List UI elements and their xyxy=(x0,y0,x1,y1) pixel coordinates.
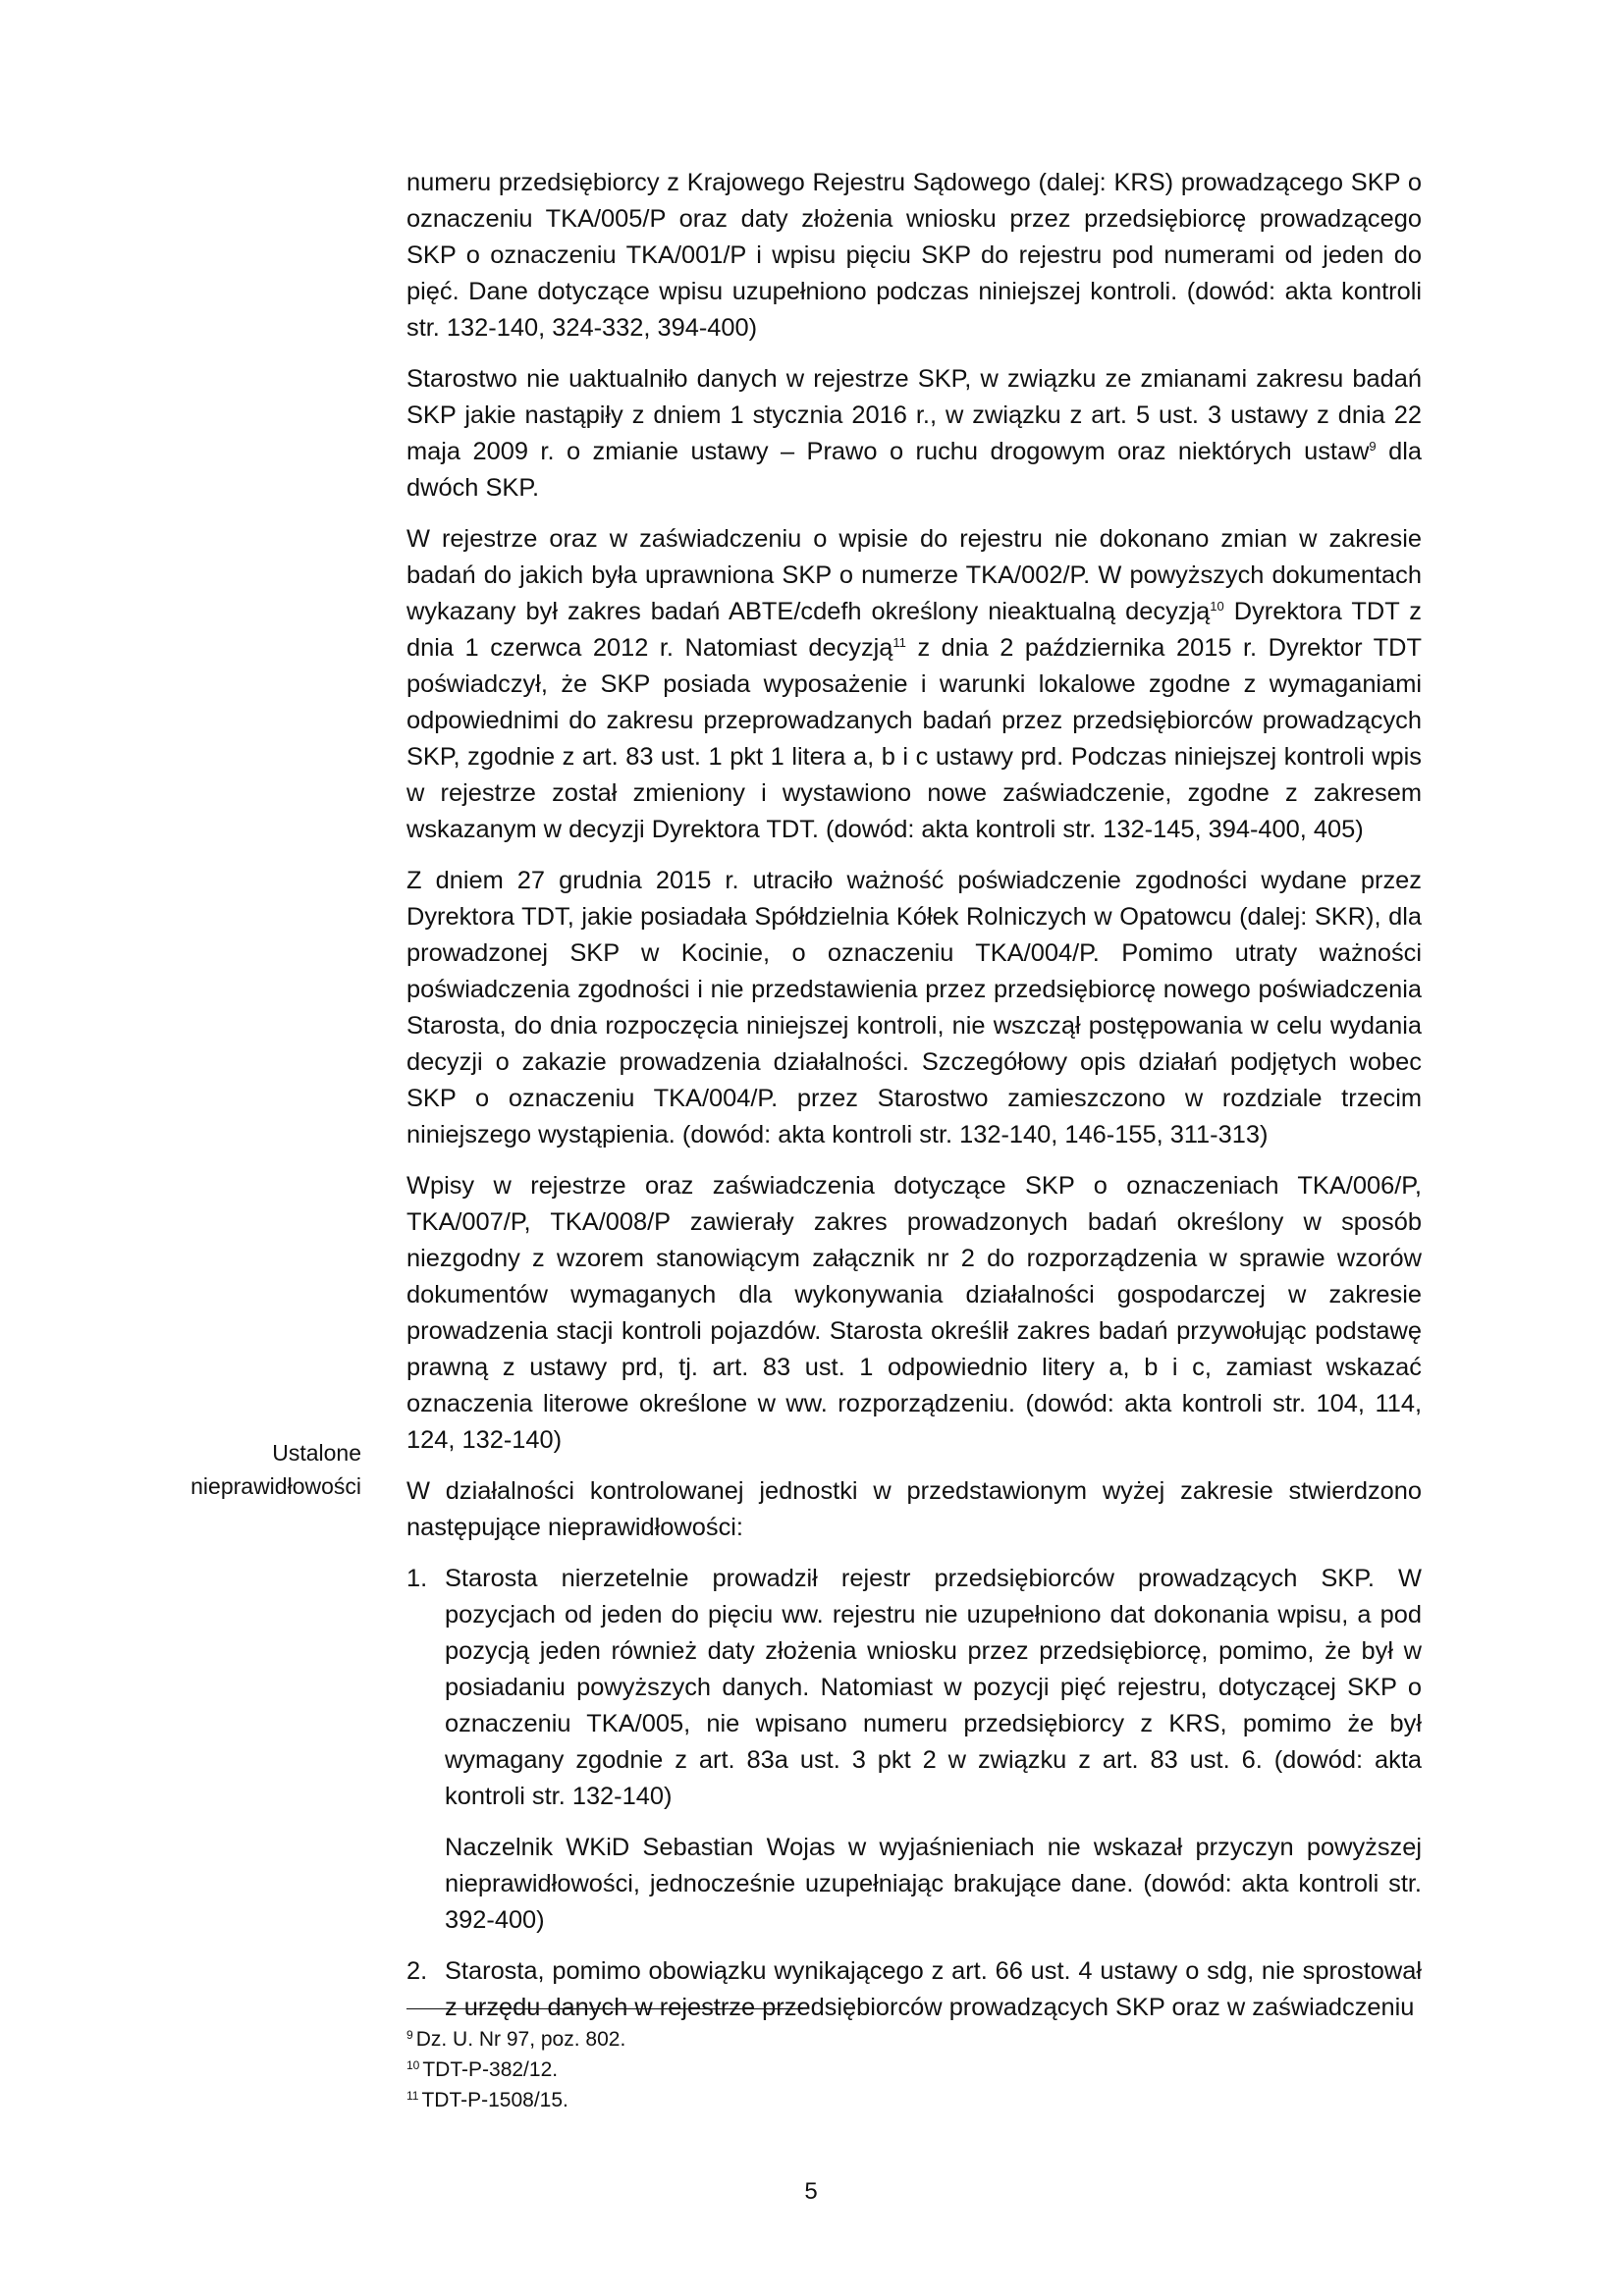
footnote-ref[interactable]: 9 xyxy=(1369,439,1377,454)
paragraph-text: dla dwóch SKP. xyxy=(406,438,1422,502)
footnote-text: TDT-P-1508/15. xyxy=(421,2089,568,2111)
paragraph-text: z dnia 2 października 2015 r. Dyrektor TDT poświadczył, że SKP posiada wyposażenie i warunki lokalowe zgodne z wymaganiami odpowiednimi do zakresu przeprowadzanych badań przez przedsiębiorców prowadzących SKP, zgodnie z art. 83 ust. 1 pkt 1 litera a, b i c ustawy prd. Podczas niniejszej kontroli wpis w rejestrze został zmieniony i wystawiono nowe zaświadczenie, zgodne z zakresem wskazanym w decyzji Dyrektora TDT. (dowód: akta kontroli str. 132-145, 394-400, 405) xyxy=(406,634,1422,843)
list-item xyxy=(406,1953,1422,2026)
footnote xyxy=(406,2055,1388,2085)
main-text xyxy=(406,165,1422,2041)
paragraph: Wpisy w rejestrze oraz zaświadczenia dotyczące SKP o oznaczeniach TKA/006/P, TKA/007/P, TKA/008/P zawierały zakres prowadzonych badań określony w sposób niezgodny z wzorem stanowiącym załącznik nr 2 do rozporządzenia w sprawie wzorów dokumentów wymaganych dla wykonywania działalności gospodarczej w zakresie prowadzenia stacji kontroli pojazdów. Starosta określił zakres badań przywołując podstawę prawną z ustawy prd, tj. art. 83 ust. 1 odpowiednio litery a, b i c, zamiast wskazać oznaczenia literowe określone w ww. rozporządzeniu. (dowód: akta kontroli str. 104, 114, 124, 132-140) xyxy=(406,1172,1422,1454)
paragraph-text: Starostwo nie uaktualniło danych w rejestrze SKP, w związku ze zmianami zakresu badań SKP jakie nastąpiły z dniem 1 stycznia 2016 r., w związku z art. 5 ust. 3 ustawy z dnia 22 maja 2009 r. o zmianie ustawy – Prawo o ruchu drogowym oraz niektórych ustaw xyxy=(406,365,1422,465)
paragraph: Z dniem 27 grudnia 2015 r. utraciło ważność poświadczenie zgodności wydane przez Dyrektora TDT, jakie posiadała Spółdzielnia Kółek Rolniczych w Opatowcu (dalej: SKR), dla prowadzonej SKP w Kocinie, o oznaczeniu TKA/004/P. Pomimo utraty ważności poświadczenia zgodności i nie przedstawienia przez przedsiębiorcę nowego poświadczenia Starosta, do dnia rozpoczęcia niniejszej kontroli, nie wszczął postępowania w celu wydania decyzji o zakazie prowadzenia działalności. Szczegółowy opis działań podjętych wobec SKP o oznaczeniu TKA/004/P. przez Starostwo zamieszczono w rozdziale trzecim niniejszego wystąpienia. (dowód: akta kontroli str. 132-140, 146-155, 311-313) xyxy=(406,867,1422,1148)
list-item-note: Naczelnik WKiD Sebastian Wojas w wyjaśnieniach nie wskazał przyczyn powyższej nieprawidłowości, jednocześnie uzupełniając brakujące dane. (dowód: akta kontroli str. 392-400) xyxy=(445,1834,1422,1934)
page-number: 5 xyxy=(804,2178,818,2205)
footnotes xyxy=(406,2024,1388,2115)
footnote-mark: 9 xyxy=(406,2028,413,2042)
footnote-ref[interactable]: 11 xyxy=(892,635,906,650)
paragraph-text: W rejestrze oraz w zaświadczeniu o wpisie do rejestru nie dokonano zmian w zakresie badań do jakich była uprawniona SKP o numerze TKA/002/P. W powyższych dokumentach wykazany był zakres badań ABTE/cdefh określony nieaktualną decyzją xyxy=(406,525,1422,625)
footnote-mark: 11 xyxy=(406,2089,419,2103)
footnote-text: Dz. U. Nr 97, poz. 802. xyxy=(415,2028,626,2051)
findings-list xyxy=(406,1561,1422,2026)
list-item-number: 1. xyxy=(406,1565,428,1592)
footnote-ref[interactable]: 10 xyxy=(1210,599,1224,614)
paragraph-text: Dyrektora TDT z dnia 1 czerwca 2012 r. Natomiast decyzją xyxy=(406,598,1422,662)
footnote-mark: 10 xyxy=(406,2058,420,2072)
list-item xyxy=(406,1561,1422,1939)
paragraph: numeru przedsiębiorcy z Krajowego Rejestru Sądowego (dalej: KRS) prowadzącego SKP o oznaczeniu TKA/005/P oraz daty złożenia wniosku przez przedsiębiorcę prowadzącego SKP o oznaczeniu TKA/001/P i wpisu pięciu SKP do rejestru pod numerami od jeden do pięć. Dane dotyczące wpisu uzupełniono podczas niniejszej kontroli. (dowód: akta kontroli str. 132-140, 324-332, 394-400) xyxy=(406,169,1422,342)
side-label xyxy=(147,1436,361,1503)
footnote xyxy=(406,2085,1388,2115)
paragraph xyxy=(406,361,1422,507)
footnote-separator xyxy=(406,2008,803,2009)
paragraph xyxy=(406,521,1422,848)
paragraph: W działalności kontrolowanej jednostki w przedstawionym wyżej zakresie stwierdzono następujące nieprawidłowości: xyxy=(406,1477,1422,1541)
list-item-text: Starosta nierzetelnie prowadził rejestr przedsiębiorców prowadzących SKP. W pozycjach od jeden do pięciu ww. rejestru nie uzupełniono dat dokonania wpisu, a pod pozycją jeden również daty złożenia wniosku przez przedsiębiorcę, pomimo, że był w posiadaniu powyższych danych. Natomiast w pozycji pięć rejestru, dotyczącej SKP o oznaczeniu TKA/005, nie wpisano numeru przedsiębiorcy z KRS, pomimo że był wymagany zgodnie z art. 83a ust. 3 pkt 2 w związku z art. 83 ust. 6. (dowód: akta kontroli str. 132-140) xyxy=(445,1565,1422,1810)
list-item-text: Starosta, pomimo obowiązku wynikającego z art. 66 ust. 4 ustawy o sdg, nie sprostował z urzędu danych w rejestrze przedsiębiorców prowadzących SKP oraz w zaświadczeniu xyxy=(445,1957,1422,2021)
footnote-text: TDT-P-382/12. xyxy=(422,2058,559,2081)
side-label-line: nieprawidłowości xyxy=(190,1473,361,1499)
list-item-number: 2. xyxy=(406,1957,428,1985)
footnote xyxy=(406,2024,1388,2055)
side-label-line: Ustalone xyxy=(272,1440,361,1466)
